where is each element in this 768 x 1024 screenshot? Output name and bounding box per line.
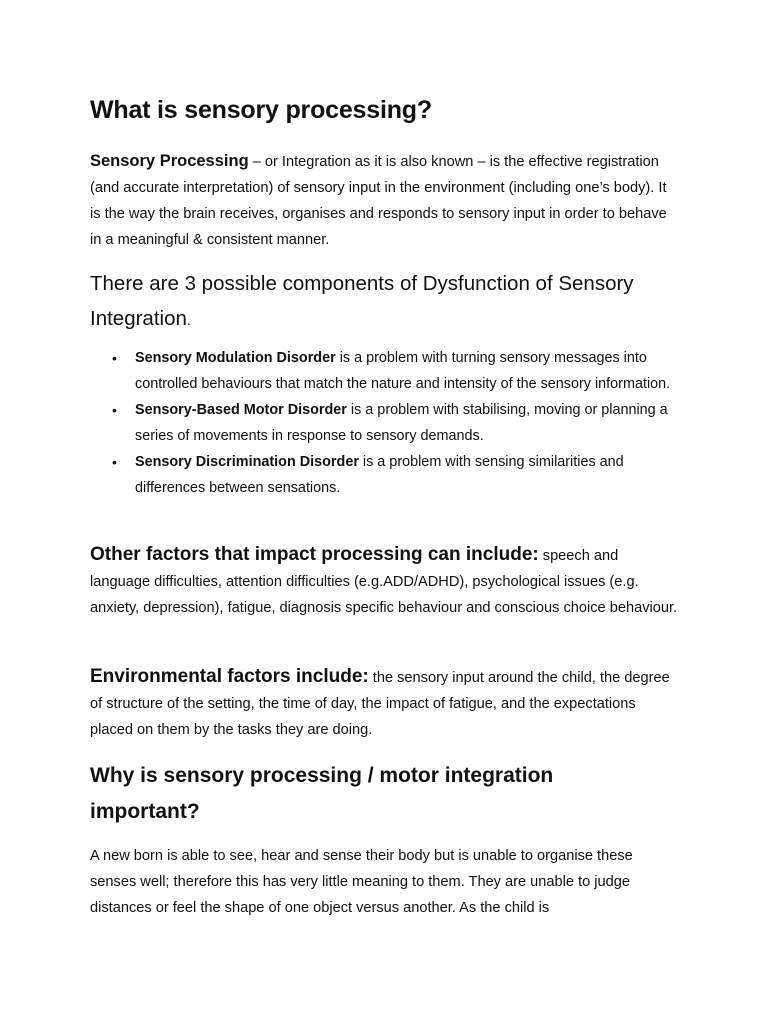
components-list [90,345,690,501]
list-item [90,397,690,449]
environmental-text: the sensory input around the child, the degree of structure of the setting, the time of day, the impact of fatigue, and the expectations placed on them by the tasks they are doing. [90,670,670,738]
list-item-term: Sensory Discrimination Disorder [135,454,359,470]
intro-term: Sensory Processing [90,152,249,170]
bullet-icon: • [112,454,117,470]
other-factors-text: speech and language difficulties, attention difficulties (e.g.ADD/ADHD), psychological issues (e.g. anxiety, depression), fatigue, diagnosis specific behaviour and conscious choice behaviour. [90,548,678,616]
other-factors-lead: Other factors that impact processing can include: [90,544,539,565]
environmental-paragraph [90,664,680,743]
components-heading [90,266,680,338]
components-heading-text: There are 3 possible components of Dysfunction of Sensory Integration [90,272,634,330]
list-item-text: is a problem with sensing similarities and differences between sensations. [135,454,624,496]
intro-paragraph [90,148,680,253]
page-title: What is sensory processing? [90,96,432,124]
components-heading-period: . [186,312,191,328]
list-item-term: Sensory Modulation Disorder [135,350,336,366]
list-item-text: is a problem with stabilising, moving or planning a series of movements in response to sensory demands. [135,402,668,444]
bullet-icon: • [112,350,117,366]
list-item [90,345,690,397]
why-heading: Why is sensory processing / motor integration important? [90,764,554,823]
list-item [90,449,690,501]
environmental-lead: Environmental factors include: [90,666,369,687]
list-item-term: Sensory-Based Motor Disorder [135,402,347,418]
list-item-text: is a problem with turning sensory messages into controlled behaviours that match the nature and intensity of the sensory information. [135,350,671,392]
other-factors-paragraph [90,542,680,621]
why-paragraph: A new born is able to see, hear and sense their body but is unable to organise these senses well; therefore this has very little meaning to them. They are unable to judge distances or feel the shape of one object versus another. As the child is [90,848,633,916]
bullet-icon: • [112,402,117,418]
intro-text: – or Integration as it is also known – is the effective registration (and accurate interpretation) of sensory input in the environment (including one’s body). It is the way the brain receives, organises and responds to sensory input in order to behave in a meaningful & consistent manner. [90,154,667,248]
